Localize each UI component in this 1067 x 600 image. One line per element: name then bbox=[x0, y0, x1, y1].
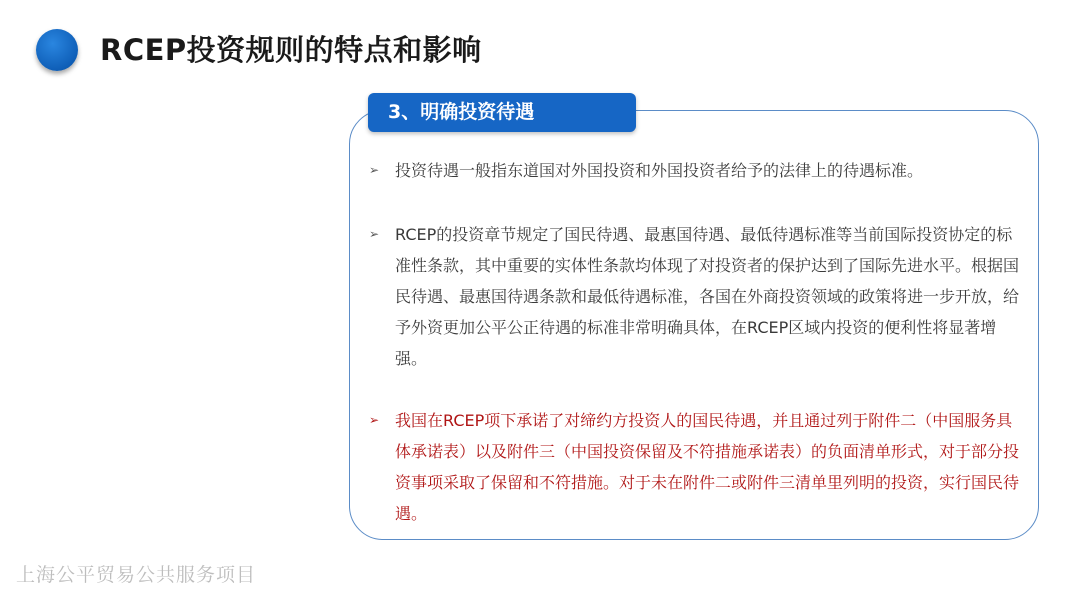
bullet-item-rcep-chapter bbox=[369, 219, 1019, 374]
bullet-text: 投资待遇一般指东道国对外国投资和外国投资者给予的法律上的待遇标准。 bbox=[395, 161, 924, 180]
bullet-text: 我国在RCEP项下承诺了对缔约方投资人的国民待遇，并且通过列于附件二（中国服务具体承诺表）以及附件三（中国投资保留及不符措施承诺表）的负面清单形式，对于部分投资事项采取了保留和不符措施。对于未在附件二或附件三清单里列明的投资，实行国民待遇。 bbox=[395, 411, 1020, 523]
title-bullet-circle-icon bbox=[36, 29, 78, 71]
arrow-bullet-icon: ➢ bbox=[369, 413, 380, 427]
arrow-bullet-icon: ➢ bbox=[369, 163, 380, 177]
bullet-item-definition bbox=[369, 155, 1019, 186]
bullet-item-china-commitment bbox=[369, 405, 1019, 529]
arrow-bullet-icon: ➢ bbox=[369, 227, 380, 241]
bullet-text: RCEP的投资章节规定了国民待遇、最惠国待遇、最低待遇标准等当前国际投资协定的标准性条款，其中重要的实体性条款均体现了对投资者的保护达到了国际先进水平。根据国民待遇、最惠国待遇条款和最低待遇标准，各国在外商投资领域的政策将进一步开放，给予外资更加公平公正待遇的标准非常明确具体，在RCEP区域内投资的便利性将显著增强。 bbox=[395, 225, 1020, 368]
bullet-list bbox=[369, 155, 1019, 529]
footer-watermark: 上海公平贸易公共服务项目 bbox=[16, 564, 257, 586]
page-title: RCEP投资规则的特点和影响 bbox=[100, 33, 482, 67]
section-header-tab: 3、明确投资待遇 bbox=[368, 93, 636, 132]
